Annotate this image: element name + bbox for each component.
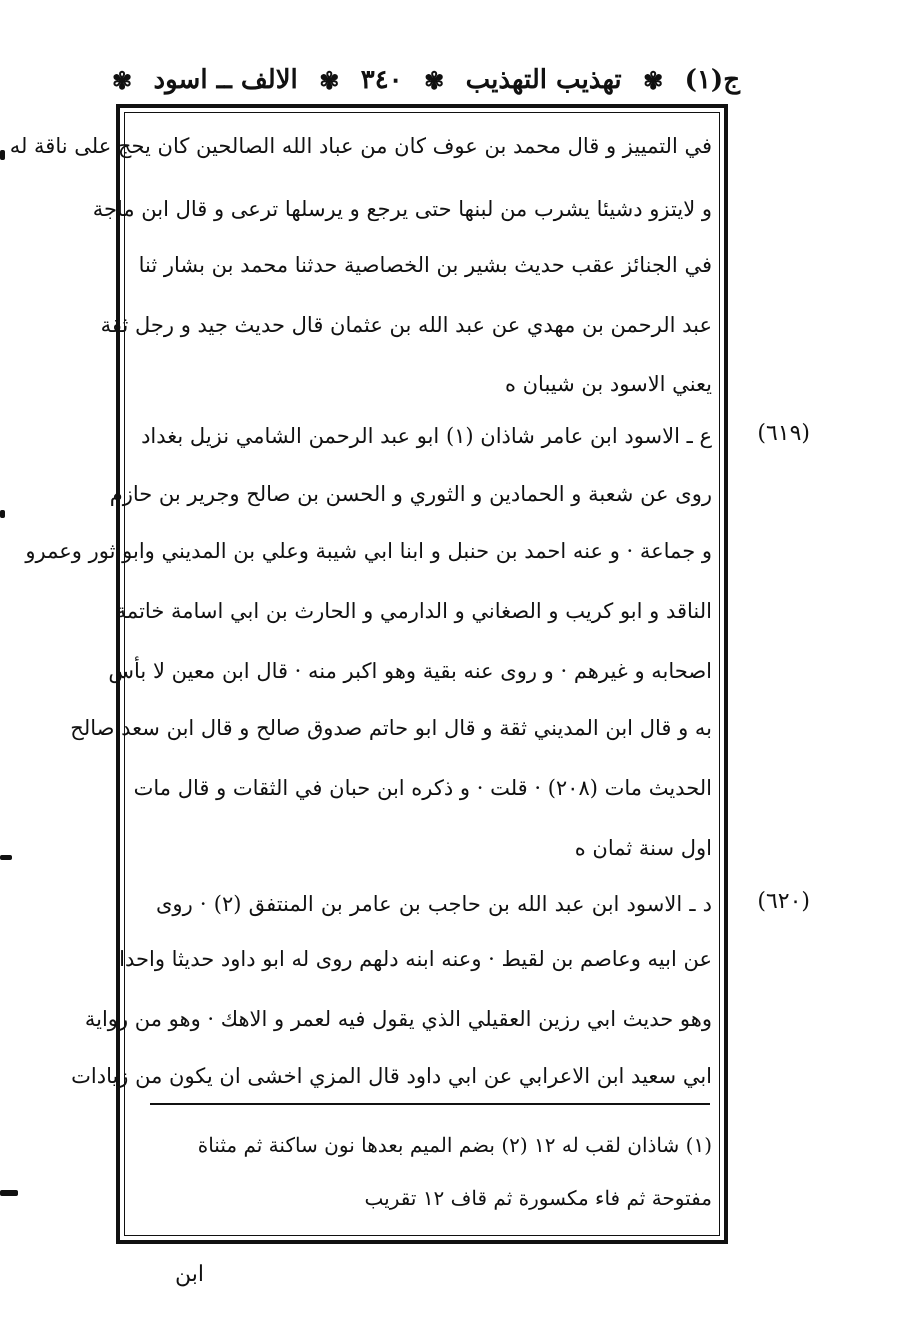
text-line: اصحابه و غيرهم · و روى عنه بقية وهو اكبر منه · قال ابن معين لا بأس	[108, 659, 712, 683]
scan-mark	[0, 1190, 18, 1196]
scan-mark	[0, 855, 12, 860]
text-line: روى عن شعبة و الحمادين و الثوري و الحسن بن صالح وجرير بن حازم	[109, 482, 712, 506]
scan-mark	[0, 510, 5, 518]
ornament-icon: ✾	[424, 65, 445, 95]
entry-heading-line: ع ـ الاسود ابن عامر شاذان (١) ابو عبد الرحمن الشامي نزيل بغداد	[141, 424, 712, 448]
footnote-separator	[150, 1103, 710, 1105]
text-line: عبد الرحمن بن مهدي عن عبد الله بن عثمان قال حديث جيد و رجل ثقة	[100, 313, 712, 337]
footnote-line: مفتوحة ثم فاء مكسورة ثم قاف ١٢ تقريب	[364, 1186, 712, 1210]
entry-number: (٦٢٠)	[757, 889, 810, 914]
text-line: في التمييز و قال محمد بن عوف كان من عباد الله الصالحين كان يحج على ناقة له	[9, 134, 712, 158]
ornament-icon: ✾	[319, 65, 340, 95]
text-line: الحديث مات (٢٠٨) · قلت · و ذكره ابن حبان في الثقات و قال مات	[133, 776, 712, 800]
text-line: به و قال ابن المديني ثقة و قال ابو حاتم صدوق صالح و قال ابن سعد صالح	[70, 716, 712, 740]
page-number: ٣٤٠	[360, 65, 403, 95]
text-line: و لايتزو دشيئا يشرب من لبنها حتى يرجع و يرسلها ترعى و قال ابن ماجة	[92, 197, 712, 221]
text-line: يعني الاسود بن شيبان ه	[504, 372, 712, 396]
entry-number: (٦١٩)	[757, 421, 810, 446]
page-header	[112, 55, 740, 105]
catchword: ابن	[175, 1262, 204, 1287]
footnote-line: (١) شاذان لقب له ١٢ (٢) بضم الميم بعدها نون ساكنة ثم مثناة	[197, 1133, 712, 1157]
scan-mark	[0, 150, 5, 160]
text-line: في الجنائز عقب حديث بشير بن الخصاصية حدثنا محمد بن بشار ثنا	[138, 253, 712, 277]
book-title: تهذيب التهذيب	[465, 65, 622, 95]
ornament-icon: ✾	[112, 65, 133, 95]
text-line: الناقد و ابو كريب و الصغاني و الدارمي و الحارث بن ابي اسامة خاتمة	[115, 599, 712, 623]
section-title: الالف ــ اسود	[153, 65, 298, 95]
text-line: و جماعة · و عنه احمد بن حنبل و ابنا ابي شيبة وعلي بن المديني وابو ثور وعمرو	[25, 539, 712, 563]
entry-heading-line: د ـ الاسود ابن عبد الله بن حاجب بن عامر بن المنتفق (٢) · روى	[156, 892, 712, 916]
text-line: عن ابيه وعاصم بن لقيط · وعنه ابنه دلهم روى له ابو داود حديثا واحدا	[119, 947, 712, 971]
text-line: ابي سعيد ابن الاعرابي عن ابي داود قال المزي اخشى ان يكون من زيادات	[71, 1064, 712, 1088]
text-line: اول سنة ثمان ه	[574, 836, 712, 860]
text-line: وهو حديث ابي رزين العقيلي الذي يقول فيه لعمر و الاهك · وهو من رواية	[84, 1007, 712, 1031]
volume-label: ج(١)	[684, 65, 740, 95]
ornament-icon: ✾	[643, 65, 664, 95]
